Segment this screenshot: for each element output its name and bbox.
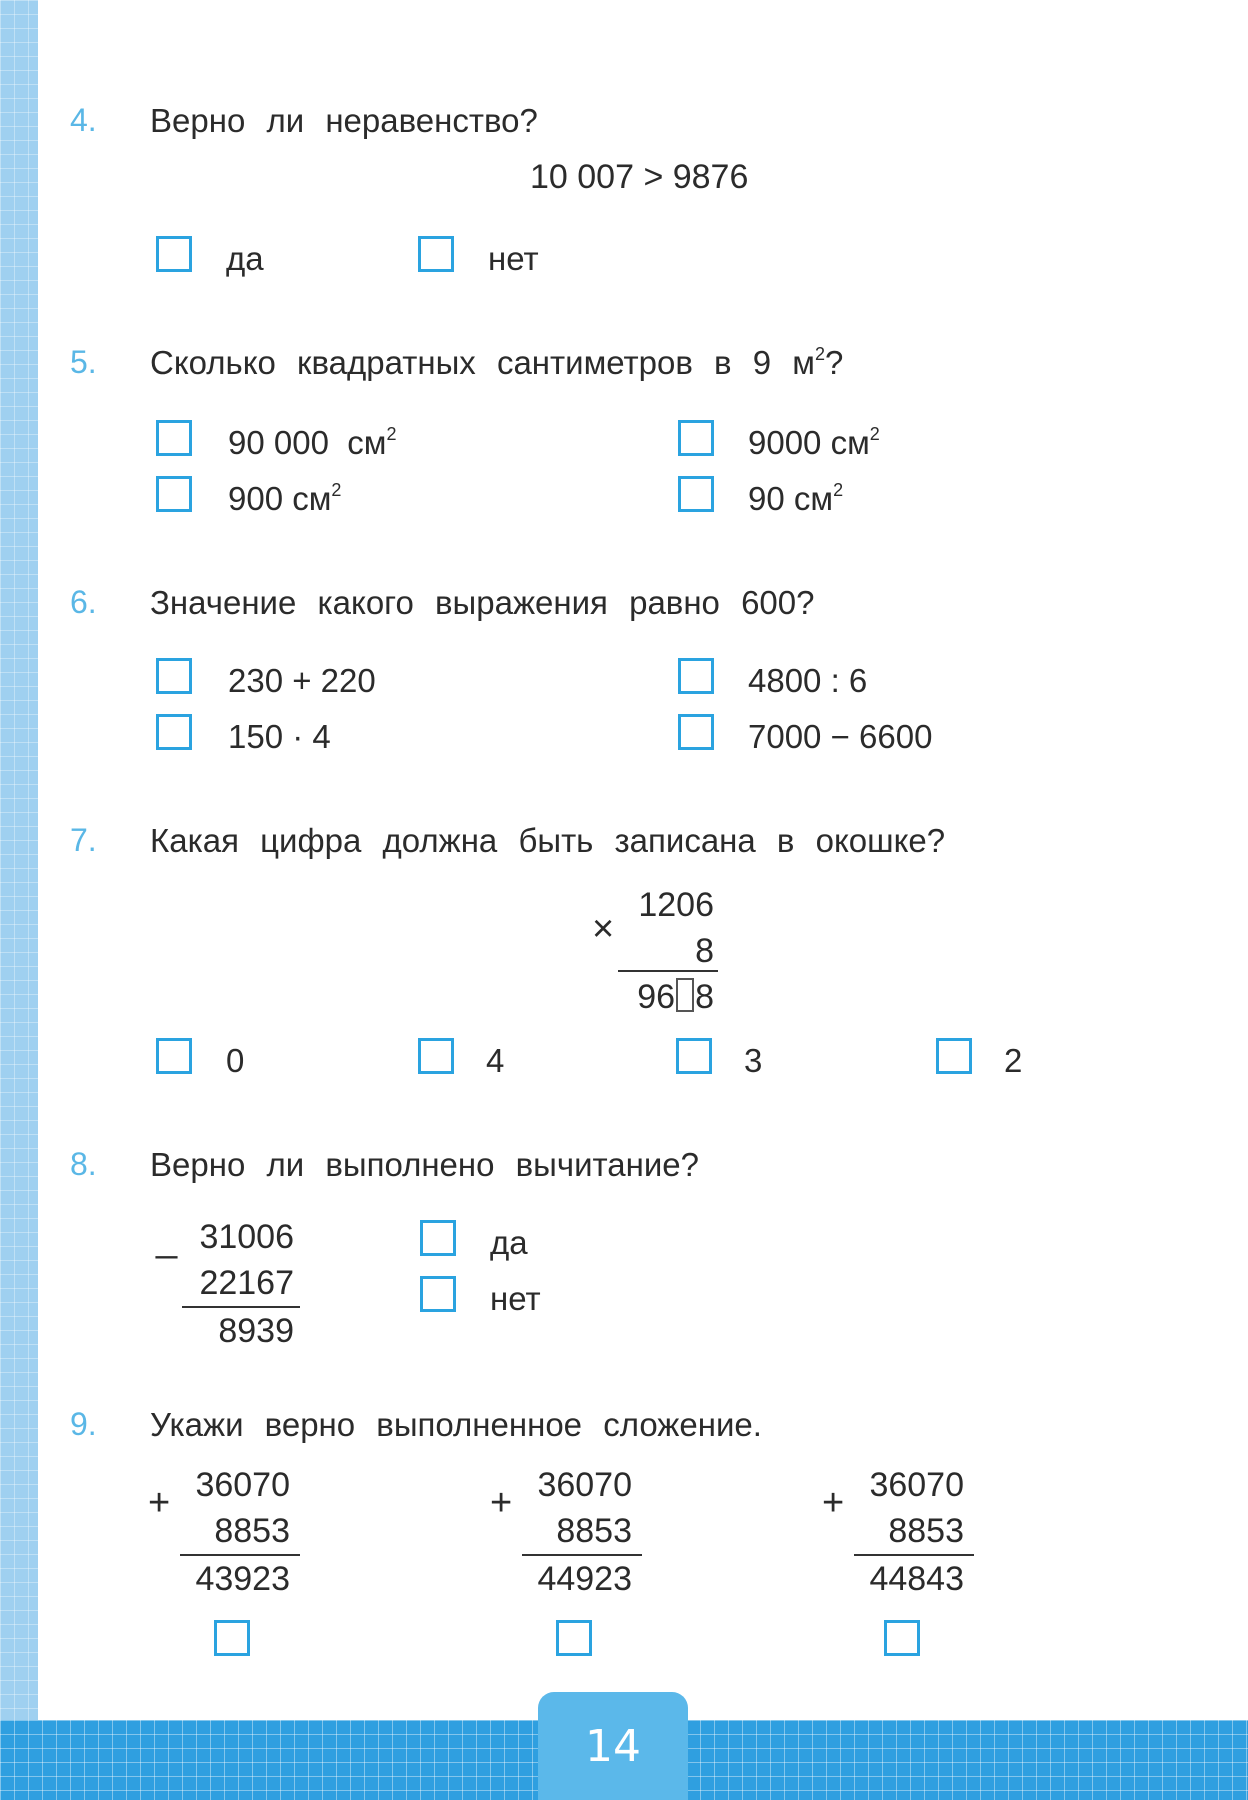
q9-number: 9. [70,1406,97,1442]
q7-option-3: 3 [744,1042,763,1079]
q5-text-sup: 2 [814,344,825,364]
q5-option-a: 90 000 $см^2$ [228,424,397,461]
q8-text: Верно ли выполнено вычитание? [150,1146,699,1183]
q9-addend-b-1: 8853 [214,1512,290,1550]
q7-number: 7. [70,822,97,858]
q6-option-c: 150 · 4 [228,718,331,755]
q5-option-c: 900 $см^2$ [228,480,342,517]
q6-checkbox-c[interactable] [156,714,192,750]
q5-checkbox-c[interactable] [156,476,192,512]
q7-multiplicand: 1206 [638,886,714,924]
q8-subtrahend: 22167 [199,1264,294,1302]
q6-text: Значение какого выражения равно 600? [150,584,815,621]
q8-number: 8. [70,1146,97,1182]
q4-checkbox-yes[interactable] [156,236,192,272]
q9-text: Укажи верно выполненное сложение. [150,1406,762,1443]
q7-text: Какая цифра должна быть записана в окошке? [150,822,946,859]
q5-text-main: Сколько квадратных сантиметров в 9 м [150,344,815,381]
q7-checkbox-4[interactable] [418,1038,454,1074]
q6-option-a: 230 + 220 [228,662,376,699]
q6-number: 6. [70,584,97,620]
q9-addend-b-3: 8853 [888,1512,964,1550]
q5-text-end: ? [824,344,844,381]
q7-result-line [618,970,718,972]
q7-missing-digit-box [676,978,694,1012]
q7-result: 96 8 [637,978,714,1016]
q9-checkbox-1[interactable] [214,1620,250,1656]
q7-checkbox-2[interactable] [936,1038,972,1074]
q8-option-yes: да [490,1224,528,1261]
q9-sum-1: 43923 [195,1560,290,1598]
q5-option-d: 90 $см^2$ [748,480,844,517]
q9-addend-a-2: 36070 [537,1466,632,1504]
q9-sum-2: 44923 [537,1560,632,1598]
q9-addend-a-3: 36070 [869,1466,964,1504]
q9-addition-2 [520,1462,632,1554]
q4-checkbox-no[interactable] [418,236,454,272]
q7-column [620,882,714,974]
q7-checkbox-3[interactable] [676,1038,712,1074]
q8-minuend: 31006 [199,1218,294,1256]
q6-checkbox-a[interactable] [156,658,192,694]
q6-checkbox-b[interactable] [678,658,714,694]
q8-checkbox-no[interactable] [420,1276,456,1312]
q7-multiplier: 8 [695,932,714,970]
q8-column [182,1214,294,1306]
q9-addend-a-1: 36070 [195,1466,290,1504]
q4-option-yes: да [226,240,264,277]
page-number: 14 [585,1720,641,1772]
q7-multiply-sign: × [592,908,615,950]
left-decorative-strip [0,0,38,1800]
q5-checkbox-a[interactable] [156,420,192,456]
q8-checkbox-yes[interactable] [420,1220,456,1256]
q5-number: 5. [70,344,97,380]
q7-checkbox-0[interactable] [156,1038,192,1074]
q7-option-0: 0 [226,1042,245,1079]
q4-number: 4. [70,102,97,138]
q5-option-b: 9000 $см^2$ [748,424,880,461]
q9-addend-b-2: 8853 [556,1512,632,1550]
q5-checkbox-d[interactable] [678,476,714,512]
q6-checkbox-d[interactable] [678,714,714,750]
q9-plus-sign-3: + [822,1482,845,1524]
q9-checkbox-2[interactable] [556,1620,592,1656]
q9-checkbox-3[interactable] [884,1620,920,1656]
q7-option-2: 2 [1004,1042,1023,1079]
q8-option-no: нет [490,1280,541,1317]
q6-option-b: 4800 : 6 [748,662,868,699]
q4-option-no: нет [488,240,539,277]
q8-minus-sign: _ [156,1218,178,1260]
q9-addition-3 [852,1462,964,1554]
q4-text: Верно ли неравенство? [150,102,538,139]
q6-option-d: 7000 − 6600 [748,718,933,755]
q9-addition-1 [178,1462,290,1554]
q9-sum-3: 44843 [869,1560,964,1598]
q9-plus-sign-2: + [490,1482,513,1524]
q9-plus-sign-1: + [148,1482,171,1524]
q7-option-4: 4 [486,1042,505,1079]
q5-text [150,344,843,382]
q4-expression: 10 007 > 9876 [530,158,749,196]
q5-checkbox-b[interactable] [678,420,714,456]
q8-difference: 8939 [218,1312,294,1350]
page-number-tab [538,1692,688,1800]
